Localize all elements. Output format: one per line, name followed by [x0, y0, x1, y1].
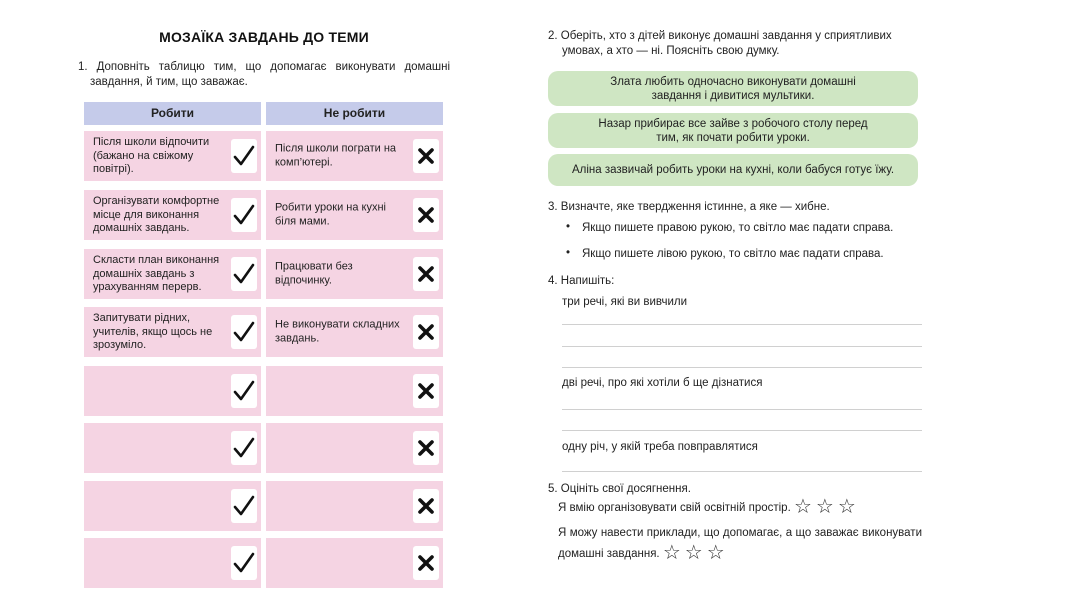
check-mark-icon [231, 546, 257, 580]
answer-bubble-nazar[interactable]: Назар прибирає все зайве з робочого столу перед тим, як почати робити уроки. [548, 113, 918, 148]
table-cell-dont[interactable] [266, 423, 443, 473]
table-cell-do[interactable] [84, 307, 261, 357]
cross-mark-icon [413, 546, 439, 580]
table-cell-do[interactable] [84, 423, 261, 473]
table-cell-text: Скласти план виконання домашніх завдань з урахуванням перерв. [93, 253, 220, 293]
table-cell-dont[interactable] [266, 538, 443, 588]
check-mark-icon [231, 198, 257, 232]
check-mark-icon [231, 431, 257, 465]
cross-mark-icon [413, 139, 439, 173]
column-header-dont: Не робити [266, 102, 443, 125]
task-4-prompt-2: дві речі, про які хотіли б ще дізнатися [562, 377, 763, 389]
task-4-prompt-1: три речі, які ви вивчили [562, 296, 688, 308]
table-cell-do[interactable] [84, 481, 261, 531]
rating-stars-2[interactable]: ☆☆☆ [662, 542, 729, 564]
column-header-do: Робити [84, 102, 261, 125]
table-cell-do[interactable] [84, 190, 261, 240]
task-4-text: 4. Напишіть: [548, 275, 615, 287]
answer-line[interactable] [562, 346, 922, 347]
cross-mark-icon [413, 431, 439, 465]
table-cell-text: Запитувати рідних, учителів, якщо щось не зрозуміло. [93, 311, 213, 351]
cross-mark-icon [413, 374, 439, 408]
table-cell-do[interactable] [84, 249, 261, 299]
table-cell-dont[interactable] [266, 131, 443, 181]
answer-line[interactable] [562, 430, 922, 431]
task-3-statement-1: Якщо пишете правою рукою, то світло має падати справа. [582, 222, 894, 234]
bullet: • [566, 247, 571, 259]
table-cell-dont[interactable] [266, 307, 443, 357]
task-5-item-2 [558, 523, 922, 564]
task-5-item-1-text: Я вмію організовувати свій освітній простір. [558, 502, 791, 514]
table-cell-dont[interactable] [266, 190, 443, 240]
rating-stars-1[interactable]: ☆☆☆ [793, 496, 860, 518]
task-3-text: 3. Визначте, яке твердження істинне, а яке — хибне. [548, 201, 830, 213]
table-cell-text: Працювати без відпочинку. [275, 260, 353, 286]
answer-line[interactable] [562, 367, 922, 368]
cross-mark-icon [413, 489, 439, 523]
table-cell-dont[interactable] [266, 249, 443, 299]
check-mark-icon [231, 374, 257, 408]
answer-line[interactable] [562, 471, 922, 472]
table-cell-text: Після школи відпочити (бажано на свіжому повітрі). [93, 135, 210, 175]
check-mark-icon [231, 489, 257, 523]
cross-mark-icon [413, 257, 439, 291]
task-5-item-1 [558, 496, 860, 518]
check-mark-icon [231, 139, 257, 173]
answer-line[interactable] [562, 409, 922, 410]
table-cell-do[interactable] [84, 131, 261, 181]
table-cell-do[interactable] [84, 538, 261, 588]
cross-mark-icon [413, 315, 439, 349]
table-cell-dont[interactable] [266, 366, 443, 416]
answer-bubble-alina[interactable]: Аліна зазвичай робить уроки на кухні, коли бабуся готує їжу. [548, 154, 918, 186]
task-5-text: 5. Оцініть свої досягнення. [548, 483, 691, 495]
task-4-prompt-3: одну річ, у якій треба повправлятися [562, 441, 758, 453]
table-cell-text: Організувати комфортне місце для виконання домашніх завдань. [93, 194, 220, 234]
table-cell-do[interactable] [84, 366, 261, 416]
cross-mark-icon [413, 198, 439, 232]
answer-bubble-zlata[interactable]: Злата любить одночасно виконувати домашні завдання і дивитися мультики. [548, 71, 918, 106]
check-mark-icon [231, 257, 257, 291]
check-mark-icon [231, 315, 257, 349]
page-title: МОЗАЇКА ЗАВДАНЬ ДО ТЕМИ [159, 29, 369, 45]
task-5-item-2-text: Я можу навести приклади, що допомагає, а що заважає виконувати домашні завдання. [558, 527, 922, 560]
task-2-text: 2. Оберіть, хто з дітей виконує домашні завдання у сприятливих умовах, а хто — ні. Поясніть свою думку. [548, 30, 892, 57]
table-cell-dont[interactable] [266, 481, 443, 531]
answer-line[interactable] [562, 324, 922, 325]
task-3-statement-2: Якщо пишете лівою рукою, то світло має падати справа. [582, 248, 884, 260]
table-cell-text: Робити уроки на кухні біля мами. [275, 201, 386, 227]
task-1-text: 1. Доповніть таблицю тим, що допомагає виконувати домашні завдання, й тим, що заважає. [78, 61, 450, 88]
table-cell-text: Після школи пограти на комп’ютері. [275, 142, 397, 168]
table-cell-text: Не виконувати складних завдань. [275, 318, 400, 344]
bullet: • [566, 221, 571, 233]
